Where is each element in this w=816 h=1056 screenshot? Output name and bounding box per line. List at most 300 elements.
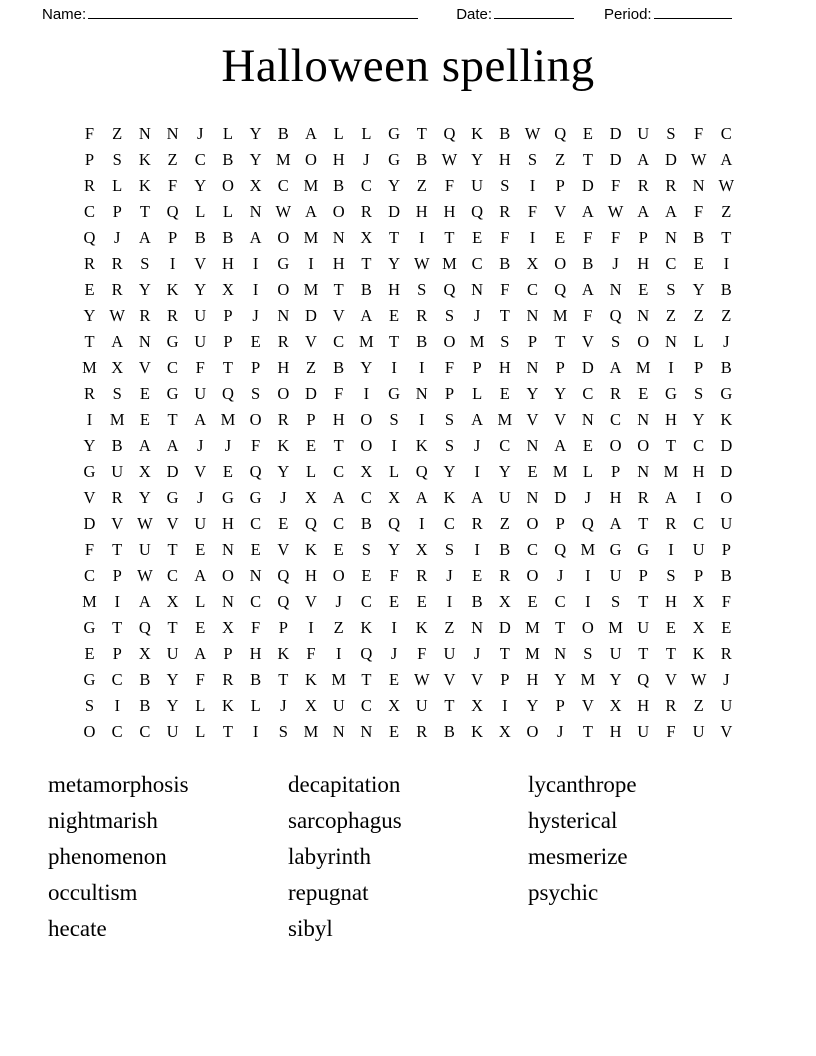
grid-cell[interactable]: P <box>223 305 233 325</box>
grid-cell[interactable]: H <box>498 149 511 169</box>
grid-cell[interactable]: I <box>308 617 314 637</box>
grid-cell[interactable]: R <box>167 305 179 325</box>
grid-cell[interactable]: C <box>471 253 483 273</box>
grid-cell[interactable]: C <box>250 591 262 611</box>
grid-cell[interactable]: Y <box>166 669 179 689</box>
grid-cell[interactable]: V <box>277 539 290 559</box>
grid-cell[interactable]: P <box>278 617 288 637</box>
grid-cell[interactable]: S <box>694 383 704 403</box>
grid-cell[interactable]: Y <box>249 149 262 169</box>
grid-cell[interactable]: B <box>277 123 289 143</box>
grid-cell[interactable]: W <box>607 201 624 221</box>
grid-cell[interactable]: J <box>556 721 564 741</box>
grid-cell[interactable]: H <box>388 279 401 299</box>
grid-cell[interactable]: B <box>693 227 705 247</box>
grid-cell[interactable]: M <box>303 279 319 299</box>
grid-cell[interactable]: C <box>499 435 511 455</box>
grid-cell[interactable]: N <box>526 305 539 325</box>
grid-cell[interactable]: A <box>360 305 373 325</box>
grid-cell[interactable]: K <box>305 669 317 689</box>
grid-cell[interactable]: A <box>194 565 207 585</box>
grid-cell[interactable]: E <box>195 617 206 637</box>
grid-cell[interactable]: F <box>583 305 593 325</box>
grid-cell[interactable]: S <box>417 279 427 299</box>
grid-cell[interactable]: M <box>303 721 319 741</box>
grid-cell[interactable]: F <box>84 539 95 559</box>
grid-cell[interactable]: M <box>608 617 623 637</box>
grid-cell[interactable]: U <box>637 123 650 143</box>
grid-cell[interactable]: M <box>580 669 596 689</box>
grid-cell[interactable]: Q <box>581 513 594 533</box>
grid-cell[interactable]: E <box>472 565 483 585</box>
grid-cell[interactable]: G <box>221 487 234 507</box>
grid-cell[interactable]: C <box>167 565 179 585</box>
grid-cell[interactable]: C <box>83 565 95 585</box>
grid-cell[interactable]: G <box>83 461 96 481</box>
grid-cell[interactable]: X <box>415 539 428 559</box>
grid-cell[interactable]: M <box>331 669 347 689</box>
grid-cell[interactable]: W <box>275 201 292 221</box>
grid-cell[interactable]: N <box>249 565 262 585</box>
grid-cell[interactable]: Z <box>693 695 704 715</box>
grid-cell[interactable]: O <box>443 331 456 351</box>
grid-cell[interactable]: C <box>720 123 732 143</box>
word-list-item[interactable]: hecate <box>48 915 107 941</box>
grid-cell[interactable]: F <box>583 227 593 247</box>
grid-cell[interactable]: N <box>249 201 262 221</box>
grid-cell[interactable]: I <box>335 643 342 663</box>
grid-cell[interactable]: G <box>388 149 401 169</box>
grid-cell[interactable]: R <box>416 565 428 585</box>
grid-cell[interactable]: E <box>638 279 649 299</box>
grid-cell[interactable]: M <box>109 409 125 429</box>
grid-cell[interactable]: T <box>721 227 732 247</box>
date-input-line[interactable] <box>494 6 574 19</box>
grid-cell[interactable]: S <box>361 539 371 559</box>
grid-cell[interactable]: K <box>443 487 456 507</box>
grid-cell[interactable]: O <box>221 565 234 585</box>
grid-cell[interactable]: T <box>278 669 289 689</box>
grid-cell[interactable]: L <box>222 123 233 143</box>
grid-cell[interactable]: A <box>609 357 622 377</box>
grid-cell[interactable]: A <box>637 149 650 169</box>
grid-cell[interactable]: T <box>333 435 344 455</box>
grid-cell[interactable]: B <box>111 435 123 455</box>
grid-cell[interactable]: R <box>637 487 649 507</box>
grid-cell[interactable]: N <box>526 435 539 455</box>
grid-cell[interactable]: P <box>223 331 233 351</box>
grid-cell[interactable]: H <box>692 461 705 481</box>
grid-cell[interactable]: E <box>389 305 400 325</box>
grid-cell[interactable]: N <box>221 591 234 611</box>
grid-cell[interactable]: J <box>473 643 481 663</box>
grid-cell[interactable]: P <box>167 227 178 247</box>
grid-cell[interactable]: K <box>415 435 428 455</box>
grid-cell[interactable]: X <box>221 617 234 637</box>
grid-cell[interactable]: H <box>526 669 539 689</box>
grid-cell[interactable]: B <box>443 721 455 741</box>
grid-cell[interactable]: Y <box>277 461 290 481</box>
grid-cell[interactable]: I <box>474 539 480 559</box>
grid-cell[interactable]: S <box>112 383 122 403</box>
grid-cell[interactable]: U <box>637 617 650 637</box>
grid-cell[interactable]: Q <box>277 591 290 611</box>
grid-cell[interactable]: B <box>471 591 483 611</box>
grid-cell[interactable]: B <box>720 279 732 299</box>
grid-cell[interactable]: P <box>638 227 648 247</box>
grid-cell[interactable]: T <box>139 201 150 221</box>
grid-cell[interactable]: P <box>112 201 122 221</box>
grid-cell[interactable]: A <box>138 227 151 247</box>
word-list-item[interactable]: mesmerize <box>528 843 628 869</box>
grid-cell[interactable]: B <box>499 539 511 559</box>
grid-cell[interactable]: F <box>666 721 676 741</box>
grid-cell[interactable]: R <box>637 175 649 195</box>
grid-cell[interactable]: R <box>665 695 677 715</box>
grid-cell[interactable]: M <box>442 253 457 273</box>
grid-cell[interactable]: T <box>167 617 178 637</box>
grid-cell[interactable]: H <box>664 591 677 611</box>
grid-cell[interactable]: P <box>610 461 621 481</box>
grid-cell[interactable]: E <box>361 565 372 585</box>
grid-cell[interactable]: N <box>609 279 622 299</box>
grid-cell[interactable]: L <box>333 123 344 143</box>
grid-cell[interactable]: H <box>277 357 290 377</box>
grid-cell[interactable]: C <box>526 539 538 559</box>
grid-cell[interactable]: F <box>610 175 621 195</box>
grid-cell[interactable]: V <box>581 331 594 351</box>
grid-cell[interactable]: C <box>360 487 372 507</box>
grid-cell[interactable]: C <box>665 253 677 273</box>
grid-cell[interactable]: Q <box>415 461 428 481</box>
grid-cell[interactable]: E <box>389 591 400 611</box>
grid-cell[interactable]: V <box>443 669 456 689</box>
grid-cell[interactable]: F <box>251 435 261 455</box>
grid-cell[interactable]: X <box>498 721 511 741</box>
grid-cell[interactable]: C <box>333 513 345 533</box>
grid-cell[interactable]: W <box>413 669 430 689</box>
grid-cell[interactable]: T <box>167 409 178 429</box>
grid-cell[interactable]: W <box>690 149 707 169</box>
grid-cell[interactable]: N <box>637 409 650 429</box>
word-list-item[interactable]: nightmarish <box>48 807 158 833</box>
grid-cell[interactable]: V <box>664 669 677 689</box>
grid-cell[interactable]: O <box>581 617 594 637</box>
grid-cell[interactable]: S <box>84 695 95 715</box>
grid-cell[interactable]: R <box>139 305 151 325</box>
grid-cell[interactable]: H <box>637 695 650 715</box>
grid-cell[interactable]: O <box>277 383 290 403</box>
grid-cell[interactable]: O <box>305 149 317 169</box>
grid-cell[interactable]: V <box>111 513 124 533</box>
grid-cell[interactable]: X <box>305 695 317 715</box>
grid-cell[interactable]: I <box>169 253 176 273</box>
grid-cell[interactable]: X <box>388 695 401 715</box>
grid-cell[interactable]: G <box>166 487 179 507</box>
grid-cell[interactable]: Y <box>692 409 705 429</box>
grid-cell[interactable]: Y <box>83 305 96 325</box>
grid-cell[interactable]: Q <box>138 617 151 637</box>
grid-cell[interactable]: I <box>419 357 425 377</box>
grid-cell[interactable]: W <box>137 565 153 585</box>
grid-cell[interactable]: Y <box>138 487 151 507</box>
grid-cell[interactable]: N <box>415 383 428 403</box>
grid-cell[interactable]: I <box>252 721 259 741</box>
grid-cell[interactable]: P <box>223 643 233 663</box>
word-list-item[interactable]: psychic <box>528 879 599 905</box>
grid-cell[interactable]: J <box>113 227 121 247</box>
grid-cell[interactable]: P <box>444 383 455 403</box>
grid-cell[interactable]: D <box>720 461 733 481</box>
grid-cell[interactable]: J <box>446 565 453 585</box>
grid-cell[interactable]: A <box>720 149 733 169</box>
grid-cell[interactable]: E <box>305 435 317 455</box>
grid-cell[interactable]: N <box>332 721 345 741</box>
grid-cell[interactable]: U <box>443 643 456 663</box>
grid-cell[interactable]: Z <box>416 175 427 195</box>
grid-cell[interactable]: F <box>721 591 731 611</box>
grid-cell[interactable]: G <box>277 253 290 273</box>
grid-cell[interactable]: V <box>471 669 484 689</box>
grid-cell[interactable]: I <box>114 695 120 715</box>
grid-cell[interactable]: U <box>166 721 179 741</box>
grid-cell[interactable]: Y <box>166 695 179 715</box>
grid-cell[interactable]: A <box>332 487 345 507</box>
grid-cell[interactable]: F <box>84 123 95 143</box>
grid-cell[interactable]: X <box>305 487 317 507</box>
grid-cell[interactable]: S <box>444 539 455 559</box>
grid-cell[interactable]: E <box>582 435 593 455</box>
grid-cell[interactable]: M <box>525 617 540 637</box>
grid-cell[interactable]: E <box>472 227 483 247</box>
grid-cell[interactable]: M <box>82 591 97 611</box>
grid-cell[interactable]: Y <box>554 383 567 403</box>
grid-cell[interactable]: S <box>500 175 510 195</box>
grid-cell[interactable]: K <box>360 617 373 637</box>
grid-cell[interactable]: S <box>278 721 288 741</box>
grid-cell[interactable]: B <box>222 227 234 247</box>
grid-cell[interactable]: O <box>526 513 539 533</box>
grid-cell[interactable]: T <box>582 149 593 169</box>
grid-cell[interactable]: R <box>83 253 95 273</box>
grid-cell[interactable]: N <box>526 357 539 377</box>
grid-cell[interactable]: F <box>444 357 455 377</box>
grid-cell[interactable]: Q <box>554 123 567 143</box>
grid-cell[interactable]: P <box>694 357 704 377</box>
grid-cell[interactable]: I <box>529 175 536 195</box>
grid-cell[interactable]: I <box>695 487 702 507</box>
grid-cell[interactable]: H <box>332 253 345 273</box>
grid-cell[interactable]: A <box>609 513 622 533</box>
grid-cell[interactable]: S <box>666 279 676 299</box>
grid-cell[interactable]: V <box>720 721 733 741</box>
word-list-item[interactable]: labyrinth <box>288 843 372 869</box>
grid-cell[interactable]: K <box>138 175 151 195</box>
grid-cell[interactable]: P <box>527 331 538 351</box>
grid-cell[interactable]: U <box>332 695 345 715</box>
grid-cell[interactable]: A <box>111 331 124 351</box>
grid-cell[interactable]: K <box>277 435 290 455</box>
grid-cell[interactable]: T <box>333 279 344 299</box>
grid-cell[interactable]: U <box>194 513 207 533</box>
grid-cell[interactable]: E <box>555 227 566 247</box>
grid-cell[interactable]: V <box>332 305 345 325</box>
grid-cell[interactable]: U <box>471 175 484 195</box>
grid-cell[interactable]: E <box>638 383 649 403</box>
grid-cell[interactable]: V <box>526 409 539 429</box>
grid-cell[interactable]: B <box>360 279 372 299</box>
grid-cell[interactable]: A <box>194 409 207 429</box>
grid-cell[interactable]: X <box>692 591 705 611</box>
grid-cell[interactable]: S <box>444 409 455 429</box>
grid-cell[interactable]: O <box>554 253 567 273</box>
grid-cell[interactable]: T <box>665 643 676 663</box>
grid-cell[interactable]: Z <box>499 513 510 533</box>
grid-cell[interactable]: N <box>637 461 650 481</box>
grid-cell[interactable]: J <box>335 591 342 611</box>
grid-cell[interactable]: H <box>637 253 650 273</box>
grid-cell[interactable]: S <box>666 565 676 585</box>
grid-cell[interactable]: F <box>694 201 704 221</box>
grid-cell[interactable]: V <box>166 513 179 533</box>
grid-cell[interactable]: O <box>360 409 373 429</box>
grid-cell[interactable]: M <box>220 409 236 429</box>
grid-cell[interactable]: R <box>111 487 123 507</box>
grid-cell[interactable]: F <box>527 201 538 221</box>
grid-cell[interactable]: P <box>555 175 565 195</box>
grid-cell[interactable]: W <box>413 253 430 273</box>
grid-cell[interactable]: N <box>471 279 484 299</box>
grid-cell[interactable]: B <box>416 149 428 169</box>
grid-cell[interactable]: A <box>305 123 317 143</box>
grid-cell[interactable]: C <box>83 201 95 221</box>
grid-cell[interactable]: N <box>664 227 677 247</box>
grid-cell[interactable]: J <box>473 305 481 325</box>
grid-cell[interactable]: Y <box>388 539 401 559</box>
grid-cell[interactable]: Q <box>471 201 484 221</box>
grid-cell[interactable]: G <box>388 383 401 403</box>
grid-cell[interactable]: U <box>194 331 207 351</box>
grid-cell[interactable]: N <box>166 123 179 143</box>
grid-cell[interactable]: Q <box>221 383 234 403</box>
grid-cell[interactable]: T <box>638 643 649 663</box>
grid-cell[interactable]: T <box>555 331 566 351</box>
grid-cell[interactable]: I <box>419 227 425 247</box>
grid-cell[interactable]: U <box>194 305 207 325</box>
grid-cell[interactable]: H <box>305 565 317 585</box>
grid-cell[interactable]: R <box>416 305 428 325</box>
grid-cell[interactable]: F <box>195 669 205 689</box>
grid-cell[interactable]: E <box>665 617 676 637</box>
grid-cell[interactable]: D <box>720 435 733 455</box>
grid-cell[interactable]: S <box>444 305 455 325</box>
grid-cell[interactable]: E <box>139 383 150 403</box>
grid-cell[interactable]: T <box>389 227 400 247</box>
grid-cell[interactable]: A <box>138 591 151 611</box>
grid-cell[interactable]: G <box>388 123 401 143</box>
word-list-item[interactable]: occultism <box>48 879 138 905</box>
grid-cell[interactable]: T <box>361 253 372 273</box>
grid-cell[interactable]: S <box>444 435 455 455</box>
grid-cell[interactable]: K <box>720 409 733 429</box>
word-list-item[interactable]: sibyl <box>288 915 333 941</box>
grid-cell[interactable]: D <box>388 201 401 221</box>
grid-cell[interactable]: E <box>250 331 261 351</box>
grid-cell[interactable]: T <box>112 617 123 637</box>
grid-cell[interactable]: P <box>500 669 510 689</box>
grid-cell[interactable]: C <box>333 461 345 481</box>
grid-cell[interactable]: R <box>111 253 123 273</box>
grid-cell[interactable]: B <box>360 513 372 533</box>
grid-cell[interactable]: Y <box>83 435 96 455</box>
grid-cell[interactable]: X <box>388 487 401 507</box>
grid-cell[interactable]: M <box>552 461 568 481</box>
grid-cell[interactable]: L <box>305 461 317 481</box>
grid-cell[interactable]: N <box>277 305 290 325</box>
grid-cell[interactable]: F <box>389 565 399 585</box>
grid-cell[interactable]: C <box>693 513 705 533</box>
grid-cell[interactable]: O <box>83 721 96 741</box>
grid-cell[interactable]: E <box>222 461 233 481</box>
grid-cell[interactable]: T <box>84 331 95 351</box>
grid-cell[interactable]: R <box>277 331 289 351</box>
grid-cell[interactable]: B <box>720 565 732 585</box>
grid-cell[interactable]: F <box>167 175 178 195</box>
grid-cell[interactable]: Q <box>443 123 456 143</box>
grid-cell[interactable]: M <box>663 461 679 481</box>
grid-cell[interactable]: K <box>471 721 484 741</box>
grid-cell[interactable]: B <box>499 253 511 273</box>
grid-cell[interactable]: G <box>720 383 733 403</box>
grid-cell[interactable]: V <box>554 201 567 221</box>
grid-cell[interactable]: G <box>637 539 650 559</box>
grid-cell[interactable]: X <box>221 279 234 299</box>
grid-cell[interactable]: Q <box>249 461 262 481</box>
grid-cell[interactable]: T <box>582 721 593 741</box>
grid-cell[interactable]: N <box>664 331 677 351</box>
grid-cell[interactable]: X <box>360 461 373 481</box>
grid-cell[interactable]: M <box>552 305 568 325</box>
grid-cell[interactable]: N <box>138 331 151 351</box>
grid-cell[interactable]: E <box>389 721 400 741</box>
grid-cell[interactable]: H <box>221 253 234 273</box>
grid-cell[interactable]: Q <box>554 279 567 299</box>
grid-cell[interactable]: L <box>250 695 261 715</box>
grid-cell[interactable]: X <box>249 175 262 195</box>
grid-cell[interactable]: G <box>83 669 96 689</box>
grid-cell[interactable]: D <box>609 149 622 169</box>
grid-cell[interactable]: B <box>139 669 151 689</box>
grid-cell[interactable]: M <box>82 357 97 377</box>
grid-cell[interactable]: H <box>221 513 234 533</box>
grid-cell[interactable]: E <box>84 643 95 663</box>
grid-cell[interactable]: C <box>554 591 566 611</box>
grid-cell[interactable]: G <box>83 617 96 637</box>
grid-cell[interactable]: C <box>526 279 538 299</box>
grid-cell[interactable]: U <box>194 383 207 403</box>
grid-cell[interactable]: U <box>111 461 124 481</box>
grid-cell[interactable]: I <box>723 253 730 273</box>
word-list-item[interactable]: hysterical <box>528 807 618 833</box>
grid-cell[interactable]: I <box>668 539 674 559</box>
grid-cell[interactable]: W <box>109 305 125 325</box>
grid-cell[interactable]: E <box>84 279 95 299</box>
grid-cell[interactable]: U <box>498 487 511 507</box>
grid-cell[interactable]: C <box>360 695 372 715</box>
grid-cell[interactable]: Q <box>609 305 622 325</box>
grid-cell[interactable]: Y <box>526 695 539 715</box>
grid-cell[interactable]: O <box>332 201 345 221</box>
